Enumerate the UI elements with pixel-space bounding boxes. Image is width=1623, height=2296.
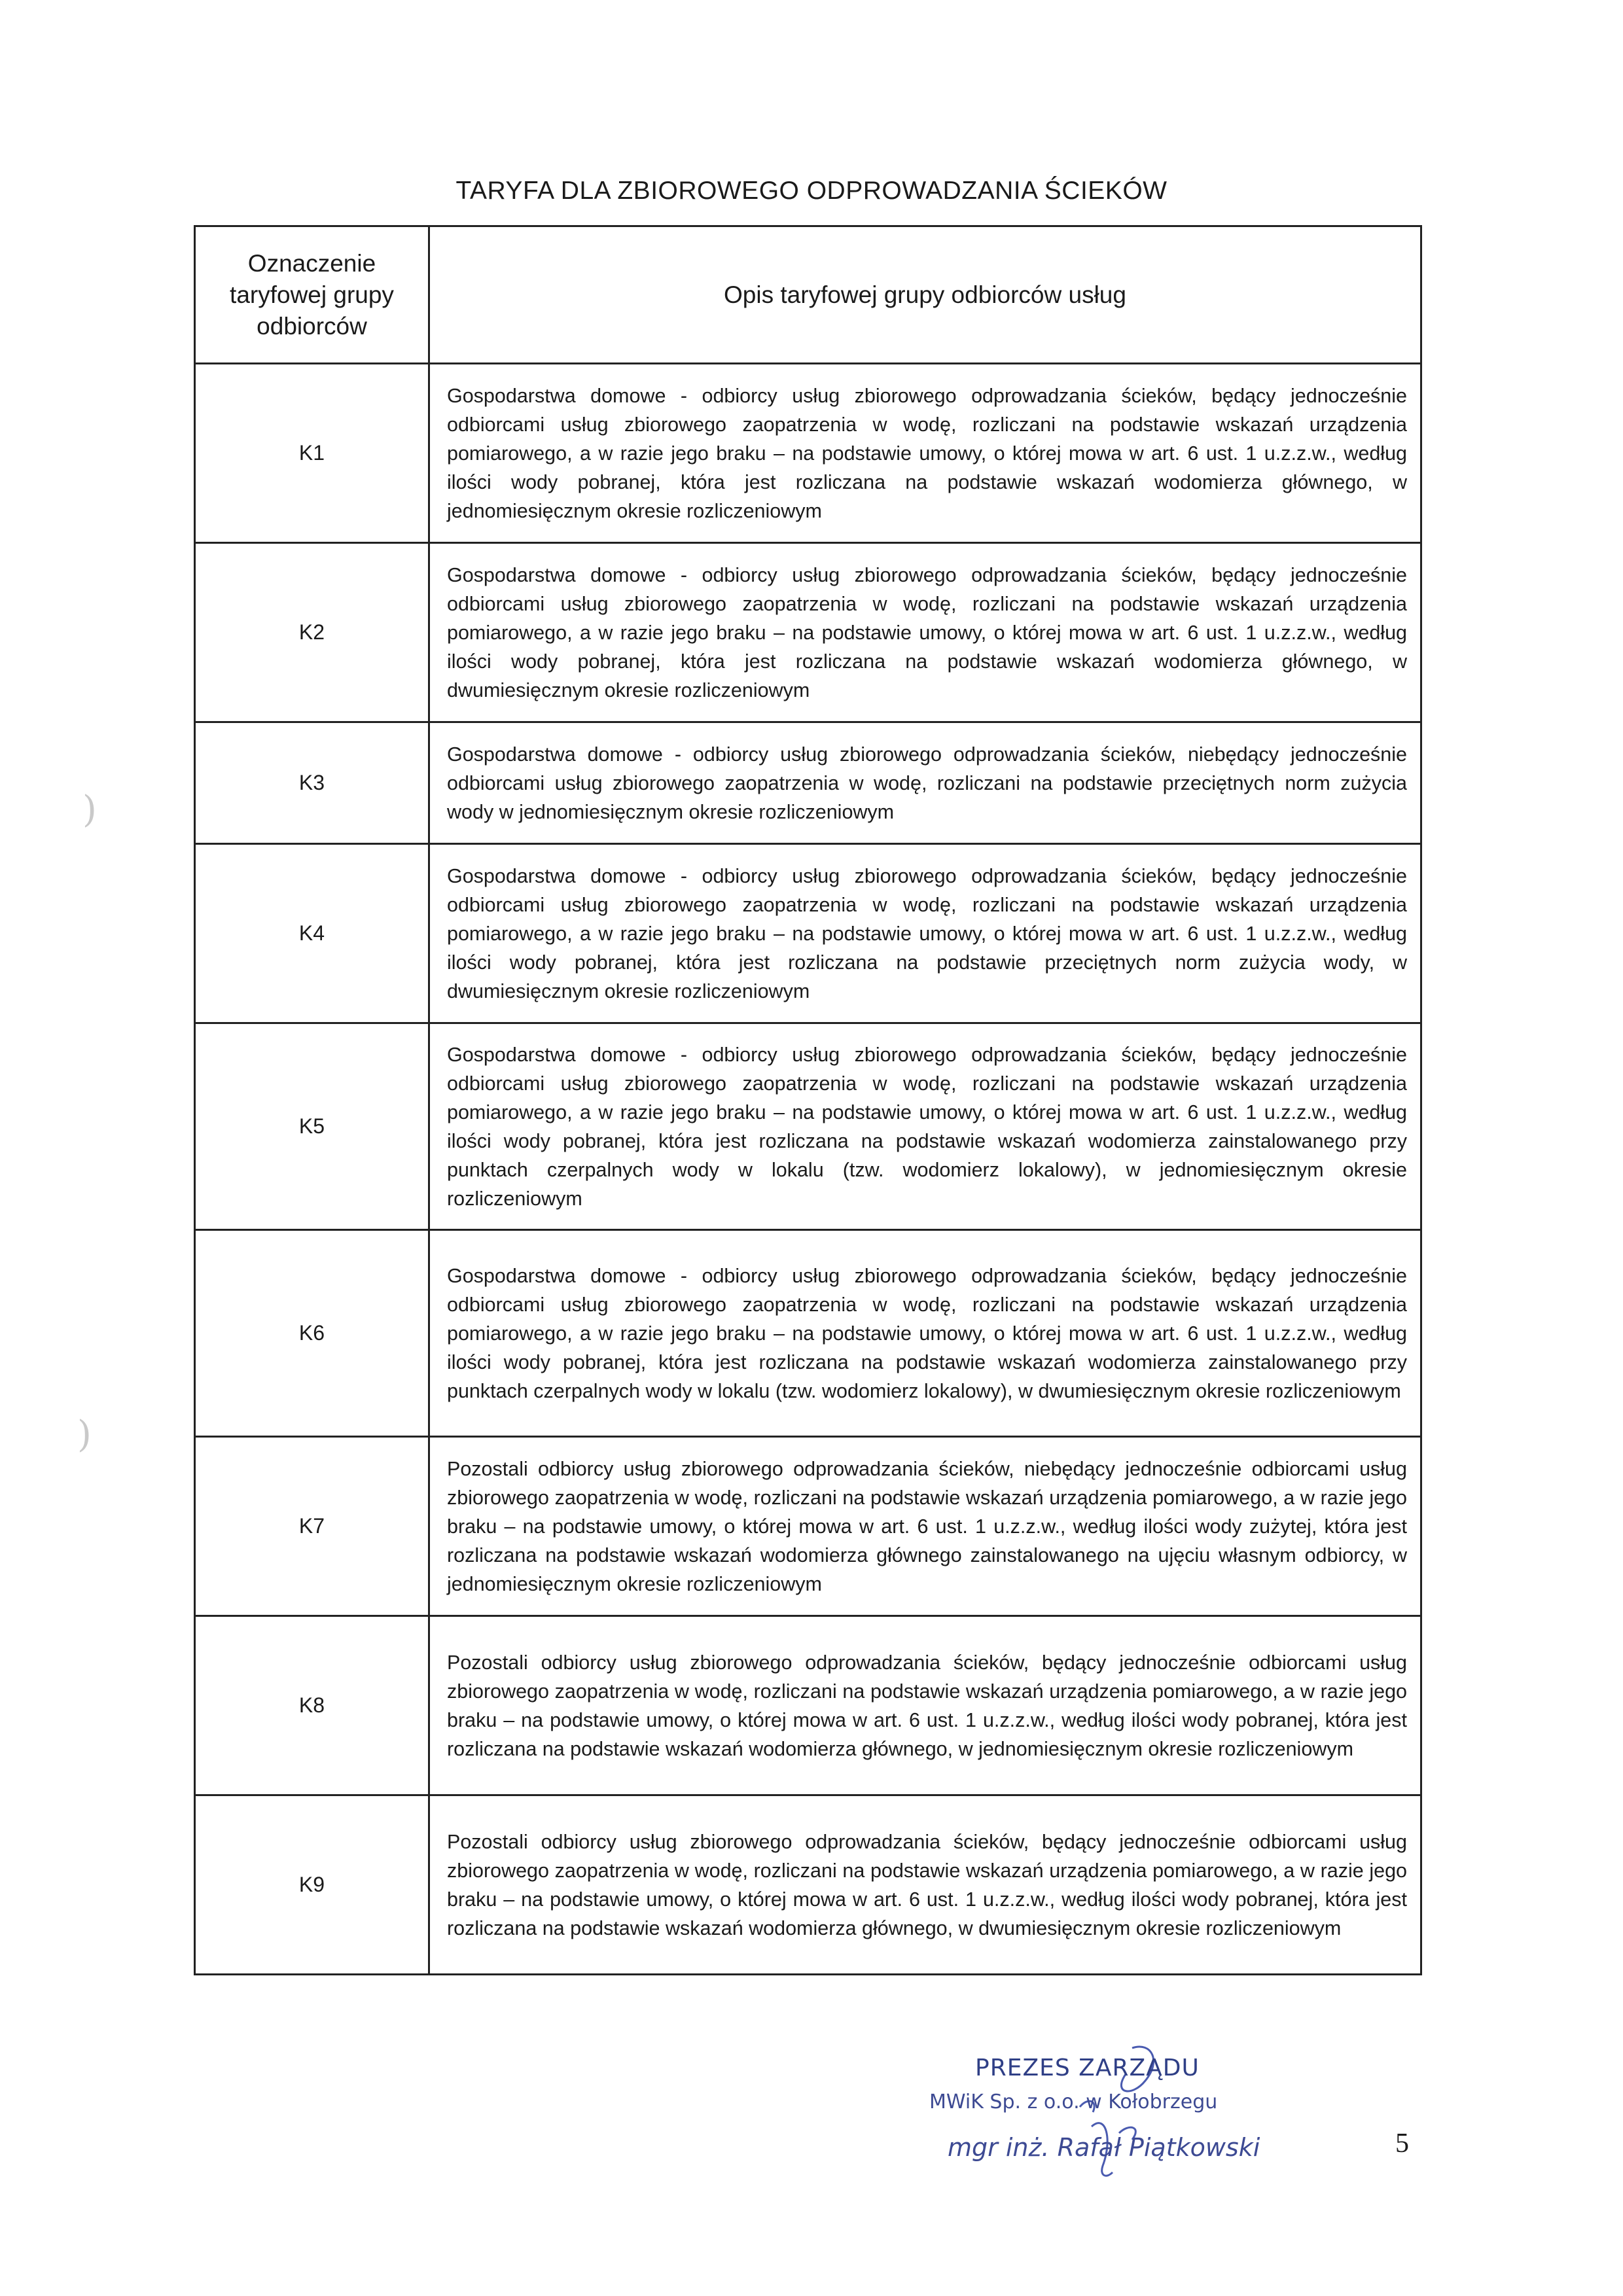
table-row (195, 1230, 1421, 1437)
group-code: K5 (195, 1023, 429, 1230)
group-description: Pozostali odbiorcy usług zbiorowego odprowadzania ścieków, niebędący jednocześnie odbiorcami usług zbiorowego zaopatrzenia w wodę, rozliczani na podstawie wskazań urządzenia pomiarowego, a w razie jego braku – na podstawie umowy, o której mowa w art. 6 ust. 1 u.z.z.w., według ilości wody zużytej, która jest rozliczana na podstawie wskazań wodomierza głównego zainstalowanego na ujęciu własnym odbiorcy, w jednomiesięcznym okresie rozliczeniowym (429, 1437, 1421, 1616)
table-row (195, 364, 1421, 543)
group-code: K4 (195, 844, 429, 1023)
table-row (195, 1795, 1421, 1975)
group-code: K6 (195, 1230, 429, 1437)
group-description: Gospodarstwa domowe - odbiorcy usług zbiorowego odprowadzania ścieków, będący jednocześnie odbiorcami usług zbiorowego zaopatrzenia w wodę, rozliczani na podstawie wskazań urządzenia pomiarowego, a w razie jego braku – na podstawie umowy, o której mowa w art. 6 ust. 1 u.z.z.w., według ilości wody pobranej, która jest rozliczana na podstawie przeciętnych norm zużycia wody, w dwumiesięcznym okresie rozliczeniowym (429, 844, 1421, 1023)
group-description: Gospodarstwa domowe - odbiorcy usług zbiorowego odprowadzania ścieków, będący jednocześnie odbiorcami usług zbiorowego zaopatrzenia w wodę, rozliczani na podstawie wskazań urządzenia pomiarowego, a w razie jego braku – na podstawie umowy, o której mowa w art. 6 ust. 1 u.z.z.w., według ilości wody pobranej, która jest rozliczana na podstawie wskazań wodomierza zainstalowanego przy punktach czerpalnych wody w lokalu (tzw. wodomierz lokalowy), w dwumiesięcznym okresie rozliczeniowym (429, 1230, 1421, 1437)
group-description: Gospodarstwa domowe - odbiorcy usług zbiorowego odprowadzania ścieków, będący jednocześnie odbiorcami usług zbiorowego zaopatrzenia w wodę, rozliczani na podstawie wskazań urządzenia pomiarowego, a w razie jego braku – na podstawie umowy, o której mowa w art. 6 ust. 1 u.z.z.w., według ilości wody pobranej, która jest rozliczana na podstawie wskazań wodomierza głównego, w jednomiesięcznym okresie rozliczeniowym (429, 364, 1421, 543)
group-description: Gospodarstwa domowe - odbiorcy usług zbiorowego odprowadzania ścieków, będący jednocześnie odbiorcami usług zbiorowego zaopatrzenia w wodę, rozliczani na podstawie wskazań urządzenia pomiarowego, a w razie jego braku – na podstawie umowy, o której mowa w art. 6 ust. 1 u.z.z.w., według ilości wody pobranej, która jest rozliczana na podstawie wskazań wodomierza zainstalowanego przy punktach czerpalnych wody w lokalu (tzw. wodomierz lokalowy), w jednomiesięcznym okresie rozliczeniowym (429, 1023, 1421, 1230)
group-code: K1 (195, 364, 429, 543)
group-description: Pozostali odbiorcy usług zbiorowego odprowadzania ścieków, będący jednocześnie odbiorcami usług zbiorowego zaopatrzenia w wodę, rozliczani na podstawie wskazań urządzenia pomiarowego, a w razie jego braku – na podstawie umowy, o której mowa w art. 6 ust. 1 u.z.z.w., według ilości wody pobranej, która jest rozliczana na podstawie wskazań wodomierza głównego, w dwumiesięcznym okresie rozliczeniowym (429, 1795, 1421, 1975)
group-description: Gospodarstwa domowe - odbiorcy usług zbiorowego odprowadzania ścieków, niebędący jednocześnie odbiorcami usług zbiorowego zaopatrzenia w wodę, rozliczani na podstawie przeciętnych norm zużycia wody w jednomiesięcznym okresie rozliczeniowym (429, 722, 1421, 844)
scan-artifact: ) (82, 788, 97, 831)
group-description: Pozostali odbiorcy usług zbiorowego odprowadzania ścieków, będący jednocześnie odbiorcami usług zbiorowego zaopatrzenia w wodę, rozliczani na podstawie wskazań urządzenia pomiarowego, a w razie jego braku – na podstawie umowy, o której mowa w art. 6 ust. 1 u.z.z.w., według ilości wody pobranej, która jest rozliczana na podstawie wskazań wodomierza głównego, w jednomiesięcznym okresie rozliczeniowym (429, 1616, 1421, 1795)
table-row (195, 543, 1421, 722)
stamp-company: MWiK Sp. z o.o. w Kołobrzegu (929, 2091, 1218, 2113)
group-code: K8 (195, 1616, 429, 1795)
document-title: TARYFA DLA ZBIOROWEGO ODPROWADZANIA ŚCIEKÓW (455, 177, 1168, 205)
scan-artifact: ) (77, 1413, 92, 1456)
table-row (195, 1437, 1421, 1616)
table-row (195, 1023, 1421, 1230)
table-row (195, 844, 1421, 1023)
group-description: Gospodarstwa domowe - odbiorcy usług zbiorowego odprowadzania ścieków, będący jednocześnie odbiorcami usług zbiorowego zaopatrzenia w wodę, rozliczani na podstawie wskazań urządzenia pomiarowego, a w razie jego braku – na podstawie umowy, o której mowa w art. 6 ust. 1 u.z.z.w., według ilości wody pobranej, która jest rozliczana na podstawie wskazań wodomierza głównego, w dwumiesięcznym okresie rozliczeniowym (429, 543, 1421, 722)
table-header-row (195, 226, 1421, 364)
group-code: K3 (195, 722, 429, 844)
page-number: 5 (1395, 2128, 1409, 2159)
header-description: Opis taryfowej grupy odbiorców usług (429, 226, 1421, 364)
group-code: K7 (195, 1437, 429, 1616)
signature-stamp (916, 2035, 1260, 2179)
group-code: K9 (195, 1795, 429, 1975)
group-code: K2 (195, 543, 429, 722)
table-row (195, 1616, 1421, 1795)
table-row (195, 722, 1421, 844)
header-code: Oznaczenie taryfowej grupy odbiorców (195, 226, 429, 364)
stamp-title: PREZES ZARZĄDU (975, 2055, 1200, 2081)
tariff-table (194, 225, 1422, 1975)
stamp-signatory: mgr inż. Rafał Piątkowski (948, 2133, 1260, 2162)
